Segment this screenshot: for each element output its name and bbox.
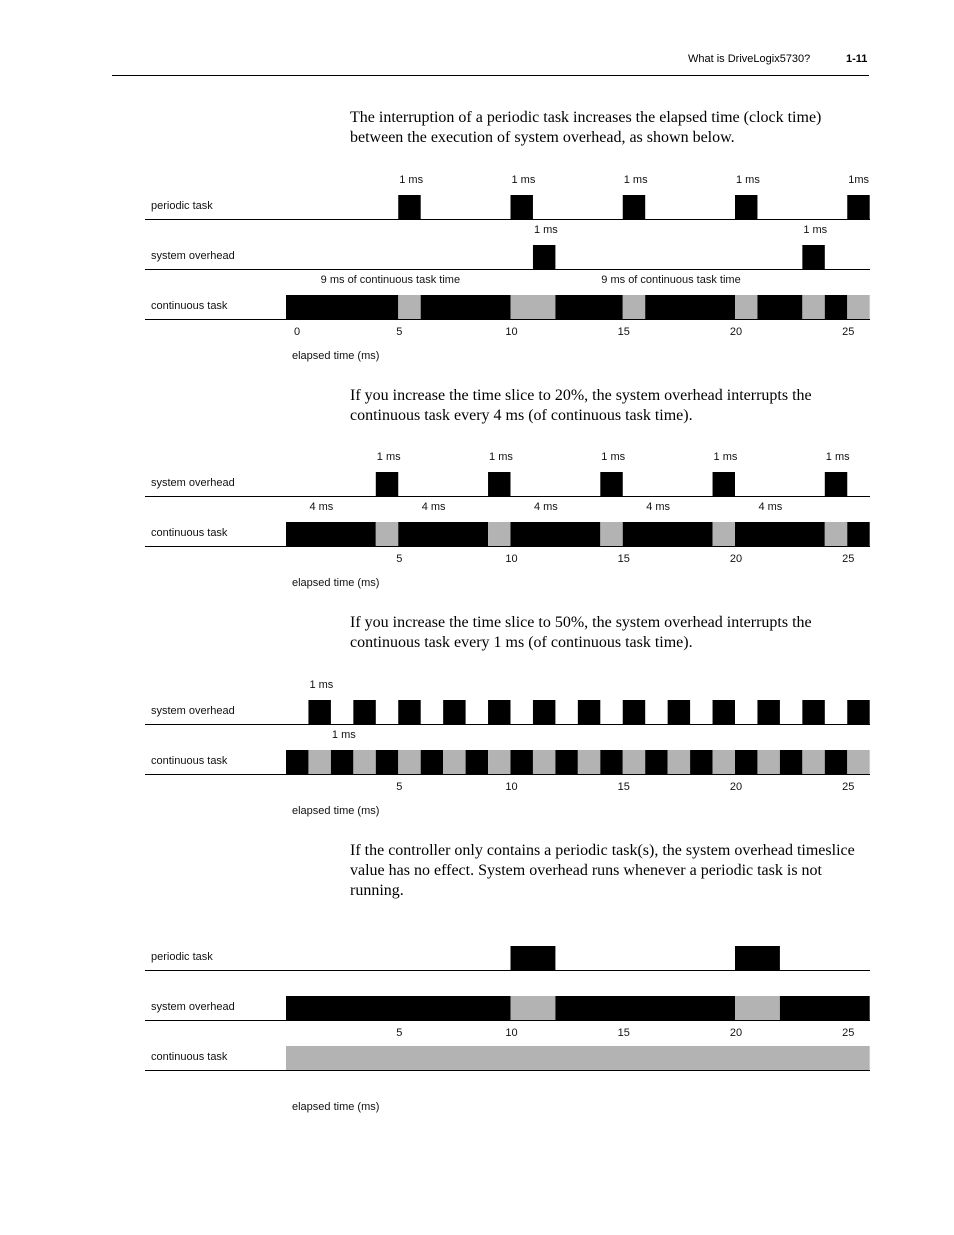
row-label-continuous-task: continuous task — [151, 300, 228, 312]
timing-diagram-periodic-only — [0, 921, 954, 1113]
black-segment-periodic-task — [735, 195, 757, 219]
page-number: 1-11 — [846, 53, 868, 65]
black-segment-system-overhead — [578, 700, 600, 724]
black-segment-continuous-task — [421, 750, 443, 774]
gray-segment-continuous-task — [847, 295, 869, 319]
black-segment-continuous-task — [645, 750, 667, 774]
gray-segment-continuous-task — [757, 750, 779, 774]
duration-annotation: 1 ms — [803, 224, 828, 236]
gray-segment-continuous-task — [713, 750, 735, 774]
black-segment-system-overhead — [308, 700, 330, 724]
black-segment-system-overhead — [802, 245, 824, 269]
black-segment-continuous-task — [600, 750, 622, 774]
gray-segment-system-overhead — [511, 996, 556, 1020]
axis-tick-label: 25 — [842, 781, 855, 793]
axis-tick-label: 20 — [729, 781, 743, 793]
black-segment-periodic-task — [511, 946, 556, 970]
black-segment-continuous-task — [511, 522, 601, 546]
axis-tick-label: 20 — [729, 553, 743, 565]
axis-label: elapsed time (ms) — [292, 577, 380, 589]
duration-annotation: 1 ms — [331, 729, 356, 741]
black-segment-continuous-task — [757, 295, 802, 319]
gray-segment-continuous-task — [488, 750, 510, 774]
duration-annotation: 1 ms — [713, 451, 738, 463]
axis-label: elapsed time (ms) — [292, 805, 380, 817]
duration-annotation: 1 ms — [623, 174, 648, 186]
gray-segment-continuous-task — [286, 1046, 870, 1070]
black-segment-continuous-task — [690, 750, 712, 774]
axis-tick-label: 5 — [396, 1027, 403, 1039]
gray-segment-continuous-task — [488, 522, 510, 546]
paragraph-periodic-only: If the controller only contains a periodic task(s), the system overhead timeslice value has no effect. System overhead runs whenever a periodic task is not running. — [350, 842, 855, 899]
black-segment-system-overhead — [443, 700, 465, 724]
duration-annotation: 1ms — [848, 174, 870, 186]
gray-segment-continuous-task — [511, 295, 556, 319]
black-segment-system-overhead — [802, 700, 824, 724]
running-header-title: What is DriveLogix5730? — [688, 53, 811, 65]
black-segment-continuous-task — [286, 295, 398, 319]
axis-tick-label: 0 — [293, 326, 301, 338]
gray-segment-continuous-task — [600, 522, 622, 546]
black-segment-continuous-task — [735, 750, 757, 774]
row-label-continuous-task: continuous task — [151, 1051, 228, 1063]
duration-annotation: 4 ms — [758, 501, 783, 513]
paragraph-periodic-interrupt: The interruption of a periodic task increases the elapsed time (clock time) between the execution of system overhead, as shown below. — [350, 109, 822, 146]
black-segment-continuous-task — [421, 295, 511, 319]
gray-segment-continuous-task — [533, 750, 555, 774]
row-label-system-overhead: system overhead — [151, 250, 235, 262]
black-segment-continuous-task — [398, 522, 488, 546]
duration-annotation: 9 ms of continuous task time — [320, 274, 461, 286]
duration-annotation: 1 ms — [399, 174, 424, 186]
duration-annotation: 4 ms — [533, 501, 558, 513]
black-segment-system-overhead — [600, 472, 622, 496]
duration-annotation: 1 ms — [601, 451, 626, 463]
row-label-system-overhead: system overhead — [151, 1001, 235, 1013]
axis-tick-label: 25 — [842, 553, 855, 565]
duration-annotation: 4 ms — [309, 501, 334, 513]
black-segment-continuous-task — [780, 750, 802, 774]
black-segment-periodic-task — [511, 195, 533, 219]
duration-annotation: 9 ms of continuous task time — [601, 274, 741, 286]
axis-tick-label: 25 — [842, 1027, 855, 1039]
black-segment-continuous-task — [555, 295, 622, 319]
black-segment-continuous-task — [847, 522, 869, 546]
black-segment-system-overhead — [825, 472, 847, 496]
black-segment-continuous-task — [555, 750, 577, 774]
black-segment-periodic-task — [847, 195, 869, 219]
gray-segment-continuous-task — [308, 750, 330, 774]
duration-annotation: 1 ms — [309, 679, 334, 691]
row-label-periodic-task: periodic task — [151, 200, 213, 212]
black-segment-continuous-task — [735, 522, 825, 546]
black-segment-system-overhead — [488, 700, 510, 724]
duration-annotation: 1 ms — [376, 451, 401, 463]
axis-tick-label: 15 — [617, 781, 630, 793]
duration-annotation: 4 ms — [646, 501, 671, 513]
black-segment-continuous-task — [645, 295, 735, 319]
axis-tick-label: 10 — [505, 1027, 518, 1039]
black-segment-continuous-task — [331, 750, 353, 774]
timing-diagram-timeslice-50 — [0, 675, 954, 825]
axis-tick-label: 20 — [729, 326, 743, 338]
gray-segment-continuous-task — [353, 750, 375, 774]
axis-tick-label: 25 — [842, 326, 855, 338]
axis-tick-label: 10 — [505, 326, 518, 338]
black-segment-periodic-task — [735, 946, 780, 970]
axis-tick-label: 15 — [617, 326, 630, 338]
axis-tick-label: 10 — [505, 781, 518, 793]
black-segment-system-overhead — [668, 700, 690, 724]
row-label-system-overhead: system overhead — [151, 705, 235, 717]
header-rule — [112, 75, 869, 76]
gray-segment-continuous-task — [623, 295, 645, 319]
gray-segment-continuous-task — [825, 522, 847, 546]
black-segment-system-overhead — [376, 472, 398, 496]
axis-tick-label: 5 — [396, 553, 403, 565]
gray-segment-continuous-task — [398, 750, 420, 774]
gray-segment-system-overhead — [735, 996, 780, 1020]
duration-annotation: 1 ms — [825, 451, 850, 463]
gray-segment-continuous-task — [443, 750, 465, 774]
gray-segment-continuous-task — [735, 295, 757, 319]
black-segment-continuous-task — [376, 750, 398, 774]
duration-annotation: 1 ms — [511, 174, 536, 186]
black-segment-continuous-task — [825, 750, 847, 774]
black-segment-system-overhead — [555, 996, 735, 1020]
axis-label: elapsed time (ms) — [292, 1101, 380, 1113]
axis-label: elapsed time (ms) — [292, 350, 380, 362]
black-segment-system-overhead — [286, 996, 511, 1020]
gray-segment-continuous-task — [668, 750, 690, 774]
black-segment-system-overhead — [713, 472, 735, 496]
duration-annotation: 4 ms — [421, 501, 446, 513]
duration-annotation: 1 ms — [489, 451, 513, 463]
gray-segment-continuous-task — [376, 522, 398, 546]
gray-segment-continuous-task — [847, 750, 869, 774]
black-segment-continuous-task — [511, 750, 533, 774]
gray-segment-continuous-task — [578, 750, 600, 774]
black-segment-system-overhead — [713, 700, 735, 724]
black-segment-continuous-task — [623, 522, 713, 546]
black-segment-system-overhead — [623, 700, 645, 724]
paragraph-timeslice-50: If you increase the time slice to 50%, the system overhead interrupts the continuous task every 1 ms (of continuous task time). — [350, 614, 812, 651]
axis-tick-label: 20 — [729, 1027, 743, 1039]
axis-tick-label: 5 — [396, 781, 403, 793]
row-label-continuous-task: continuous task — [151, 755, 228, 767]
duration-annotation: 1 ms — [736, 174, 760, 186]
black-segment-system-overhead — [780, 996, 870, 1020]
black-segment-periodic-task — [398, 195, 420, 219]
timing-diagram-timeslice-20 — [0, 447, 954, 597]
black-segment-periodic-task — [623, 195, 645, 219]
black-segment-system-overhead — [757, 700, 779, 724]
black-segment-system-overhead — [847, 700, 869, 724]
black-segment-system-overhead — [398, 700, 420, 724]
black-segment-system-overhead — [533, 700, 555, 724]
black-segment-system-overhead — [488, 472, 510, 496]
gray-segment-continuous-task — [802, 750, 824, 774]
black-segment-continuous-task — [286, 522, 376, 546]
gray-segment-continuous-task — [398, 295, 420, 319]
gray-segment-continuous-task — [713, 522, 735, 546]
black-segment-continuous-task — [286, 750, 308, 774]
black-segment-system-overhead — [353, 700, 375, 724]
row-label-periodic-task: periodic task — [151, 951, 213, 963]
black-segment-continuous-task — [825, 295, 847, 319]
timing-diagram-periodic-interrupt — [0, 170, 954, 370]
row-label-system-overhead: system overhead — [151, 477, 235, 489]
gray-segment-continuous-task — [623, 750, 645, 774]
gray-segment-continuous-task — [802, 295, 824, 319]
row-label-continuous-task: continuous task — [151, 527, 228, 539]
axis-tick-label: 15 — [617, 1027, 630, 1039]
paragraph-timeslice-20: If you increase the time slice to 20%, the system overhead interrupts the continuous task every 4 ms (of continuous task time). — [350, 387, 812, 424]
axis-tick-label: 5 — [396, 326, 403, 338]
duration-annotation: 1 ms — [533, 224, 558, 236]
black-segment-continuous-task — [466, 750, 488, 774]
axis-tick-label: 10 — [505, 553, 518, 565]
axis-tick-label: 15 — [617, 553, 630, 565]
black-segment-system-overhead — [533, 245, 555, 269]
